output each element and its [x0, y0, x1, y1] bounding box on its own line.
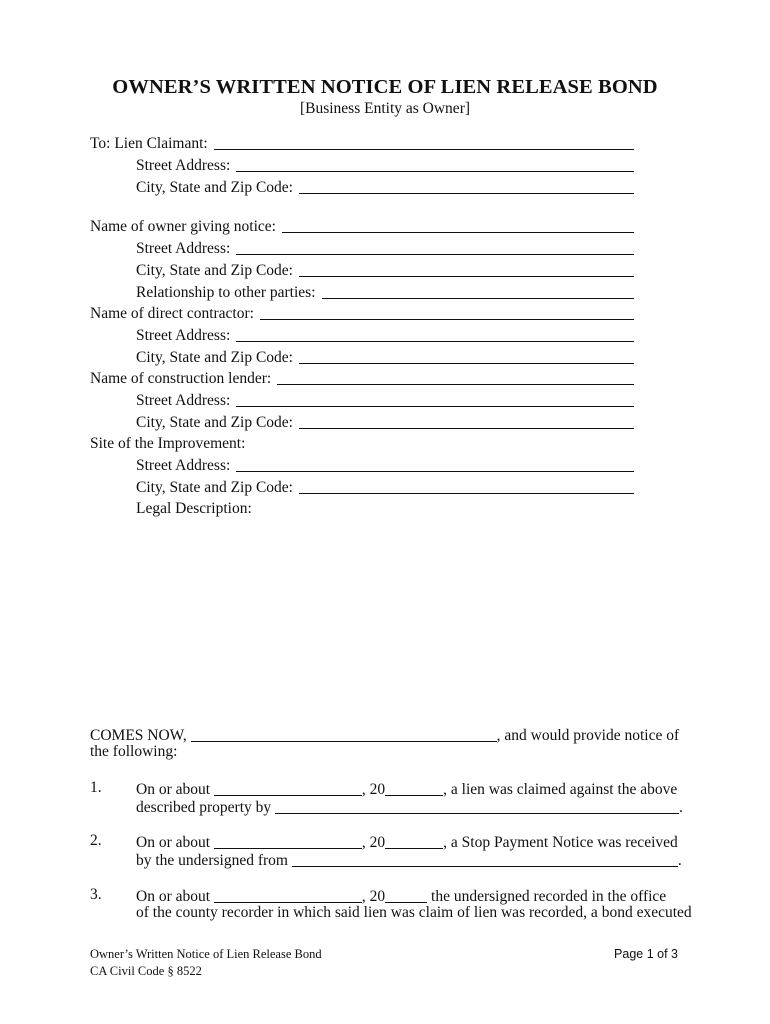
claimant-street-line[interactable] [236, 157, 634, 172]
contractor-city-label: City, State and Zip Code: [136, 349, 293, 366]
lender-city-label: City, State and Zip Code: [136, 414, 293, 431]
lien-claimant-field[interactable] [90, 133, 634, 153]
item-2-text-b: , 20 [361, 834, 386, 851]
item-3-text-a: On or about [136, 888, 211, 905]
contractor-city-line[interactable] [299, 349, 634, 364]
contractor-street-field[interactable] [136, 325, 634, 345]
contractor-street-line[interactable] [236, 327, 634, 342]
item-2-line2 [136, 850, 682, 870]
lender-name-label: Name of construction lender: [90, 370, 272, 387]
lender-name-field[interactable] [90, 368, 634, 388]
item-1-year-blank[interactable] [385, 781, 443, 796]
item-3-number: 3. [90, 886, 102, 903]
claimant-street-label: Street Address: [136, 157, 231, 174]
item-1-text-a: On or about [136, 781, 211, 798]
lender-street-label: Street Address: [136, 392, 231, 409]
lender-city-line[interactable] [299, 414, 634, 429]
item-3-text-c: the undersigned recorded in the office [427, 888, 667, 905]
lender-street-field[interactable] [136, 390, 634, 410]
item-1-text-d: described property by [136, 799, 272, 816]
item-1-date-blank[interactable] [214, 781, 362, 796]
item-1-text-b: , 20 [361, 781, 386, 798]
comes-now-line2: the following: [90, 743, 178, 760]
comes-now-line [90, 725, 679, 745]
item-3-line2: of the county recorder in which said lien was claim of lien was recorded, a bond executed [136, 904, 692, 921]
comes-now-suffix: , and would provide notice of [496, 727, 680, 744]
item-1-line1 [136, 779, 677, 799]
owner-city-line[interactable] [299, 262, 634, 277]
item-3-date-blank[interactable] [214, 888, 362, 903]
lien-claimant-label: To: Lien Claimant: [90, 135, 208, 152]
site-street-label: Street Address: [136, 457, 231, 474]
footer-doc-title: Owner’s Written Notice of Lien Release Bond [90, 947, 322, 961]
footer-code: CA Civil Code § 8522 [90, 964, 202, 978]
item-2-number: 2. [90, 832, 102, 849]
site-label: Site of the Improvement: [90, 435, 246, 452]
item-2-text-e: . [677, 852, 682, 869]
site-street-line[interactable] [236, 457, 634, 472]
item-2-sender-blank[interactable] [292, 852, 678, 867]
owner-relationship-label: Relationship to other parties: [136, 284, 316, 301]
footer-page-number: Page 1 of 3 [614, 947, 678, 961]
item-2-text-c: , a Stop Payment Notice was received [443, 834, 678, 851]
legal-description-label: Legal Description: [136, 500, 252, 517]
item-3-year-blank[interactable] [385, 888, 427, 903]
owner-street-line[interactable] [236, 240, 634, 255]
site-city-field[interactable] [136, 477, 634, 497]
item-1-text-e: . [679, 799, 683, 816]
claimant-city-field[interactable] [136, 177, 634, 197]
contractor-name-label: Name of direct contractor: [90, 305, 254, 322]
site-city-line[interactable] [299, 479, 634, 494]
owner-relationship-field[interactable] [136, 282, 634, 302]
claimant-city-label: City, State and Zip Code: [136, 179, 293, 196]
item-2-text-a: On or about [136, 834, 211, 851]
contractor-street-label: Street Address: [136, 327, 231, 344]
contractor-name-field[interactable] [90, 303, 634, 323]
claimant-street-field[interactable] [136, 155, 634, 175]
lender-street-line[interactable] [236, 392, 634, 407]
owner-street-field[interactable] [136, 238, 634, 258]
lien-claimant-line[interactable] [214, 135, 634, 150]
owner-city-field[interactable] [136, 260, 634, 280]
comes-now-blank[interactable] [191, 727, 497, 742]
item-3-line1 [136, 886, 666, 906]
site-street-field[interactable] [136, 455, 634, 475]
item-2-date-blank[interactable] [214, 834, 362, 849]
owner-city-label: City, State and Zip Code: [136, 262, 293, 279]
contractor-city-field[interactable] [136, 347, 634, 367]
item-1-claimant-blank[interactable] [275, 799, 679, 814]
owner-relationship-line[interactable] [322, 284, 634, 299]
item-1-line2 [136, 797, 683, 817]
owner-name-label: Name of owner giving notice: [90, 218, 276, 235]
document-title: OWNER’S WRITTEN NOTICE OF LIEN RELEASE BOND [112, 76, 658, 98]
comes-now-prefix: COMES NOW, [90, 727, 187, 744]
claimant-city-line[interactable] [299, 179, 634, 194]
site-city-label: City, State and Zip Code: [136, 479, 293, 496]
contractor-name-line[interactable] [260, 305, 634, 320]
item-1-number: 1. [90, 779, 102, 796]
owner-name-field[interactable] [90, 216, 634, 236]
owner-street-label: Street Address: [136, 240, 231, 257]
item-2-line1 [136, 832, 678, 852]
item-2-year-blank[interactable] [385, 834, 443, 849]
item-1-text-c: , a lien was claimed against the above [443, 781, 678, 798]
owner-name-line[interactable] [282, 218, 634, 233]
item-3-text-b: , 20 [361, 888, 386, 905]
document-subtitle: [Business Entity as Owner] [299, 100, 471, 117]
lender-name-line[interactable] [277, 370, 634, 385]
lender-city-field[interactable] [136, 412, 634, 432]
item-2-text-d: by the undersigned from [136, 852, 288, 869]
